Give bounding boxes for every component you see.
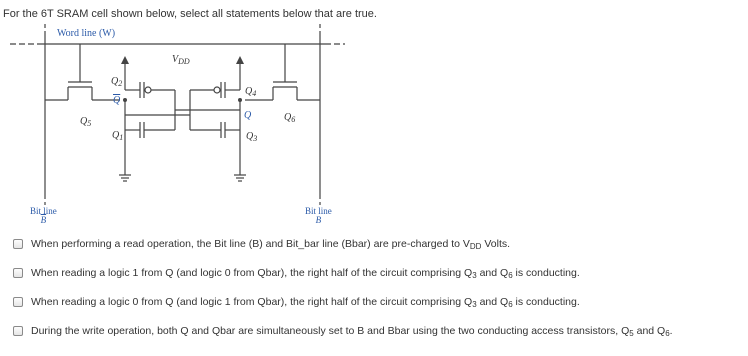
- option-row-4[interactable]: [0, 321, 748, 341]
- q5-label: [80, 116, 91, 128]
- q5-sub: 5: [87, 119, 92, 128]
- option-1-text: When performing a read operation, the Bit line (B) and Bit_bar line (Bbar) are pre-charged to $V_{DD}$ Volts.: [31, 237, 511, 251]
- q4-sub: 4: [252, 89, 257, 98]
- option-row-3[interactable]: [0, 292, 748, 312]
- option-row-2[interactable]: [0, 263, 748, 283]
- q2-text: Q: [111, 76, 119, 87]
- option-2-checkbox[interactable]: [13, 268, 23, 278]
- bit-line-right-label: [305, 207, 332, 225]
- q5-text: Q: [80, 116, 88, 127]
- q4-label: [245, 86, 256, 98]
- question-prompt: For the 6T SRAM cell shown below, select all statements below that are true.: [3, 8, 377, 20]
- option-3-checkbox[interactable]: [13, 297, 23, 307]
- q4-text: Q: [245, 86, 253, 97]
- option-row-1[interactable]: [0, 234, 748, 254]
- q-node-label: Q: [244, 110, 252, 121]
- sram-circuit-diagram: [0, 20, 748, 230]
- bit-line-right-symbol: B: [315, 215, 322, 225]
- bit-line-left-label: [30, 207, 57, 225]
- option-2-text: When reading a logic 1 from Q (and logic 0 from Qbar), the right half of the circuit comprising $Q_3$ and $Q_6$ is conducting.: [31, 266, 580, 280]
- qbar-node-label: $\overline{Q}$: [113, 95, 121, 106]
- bit-line-left-text: Bit line: [30, 206, 57, 216]
- q2-label: [111, 76, 122, 88]
- bit-line-right-text: Bit line: [305, 206, 332, 216]
- option-3-text: When reading a logic 0 from Q (and logic 1 from Qbar), the right half of the circuit comprising $Q_3$ and $Q_6$ is conducting.: [31, 295, 580, 309]
- q3-text: Q: [246, 131, 254, 142]
- bit-line-left-symbol: $\overline{B}$: [40, 215, 47, 225]
- word-line-label: Word line (W): [57, 28, 116, 39]
- q2-sub: 2: [118, 79, 123, 88]
- q1-text: Q: [112, 130, 120, 141]
- vdd-text: V: [172, 54, 179, 65]
- q3-sub: 3: [253, 134, 258, 143]
- option-4-text: During the write operation, both Q and Qbar are simultaneously set to B and Bbar using the two conducting access transistors, $Q_5$ and $Q_6$.: [31, 324, 673, 338]
- q1-sub: 1: [119, 133, 124, 142]
- option-4-checkbox[interactable]: [13, 326, 23, 336]
- q6-sub: 6: [291, 115, 296, 124]
- q6-text: Q: [284, 112, 292, 123]
- q1-label: [112, 130, 123, 142]
- vdd-label: [172, 54, 190, 66]
- option-1-checkbox[interactable]: [13, 239, 23, 249]
- q3-label: [246, 131, 257, 143]
- q6-label: [284, 112, 295, 124]
- vdd-sub: DD: [178, 57, 190, 66]
